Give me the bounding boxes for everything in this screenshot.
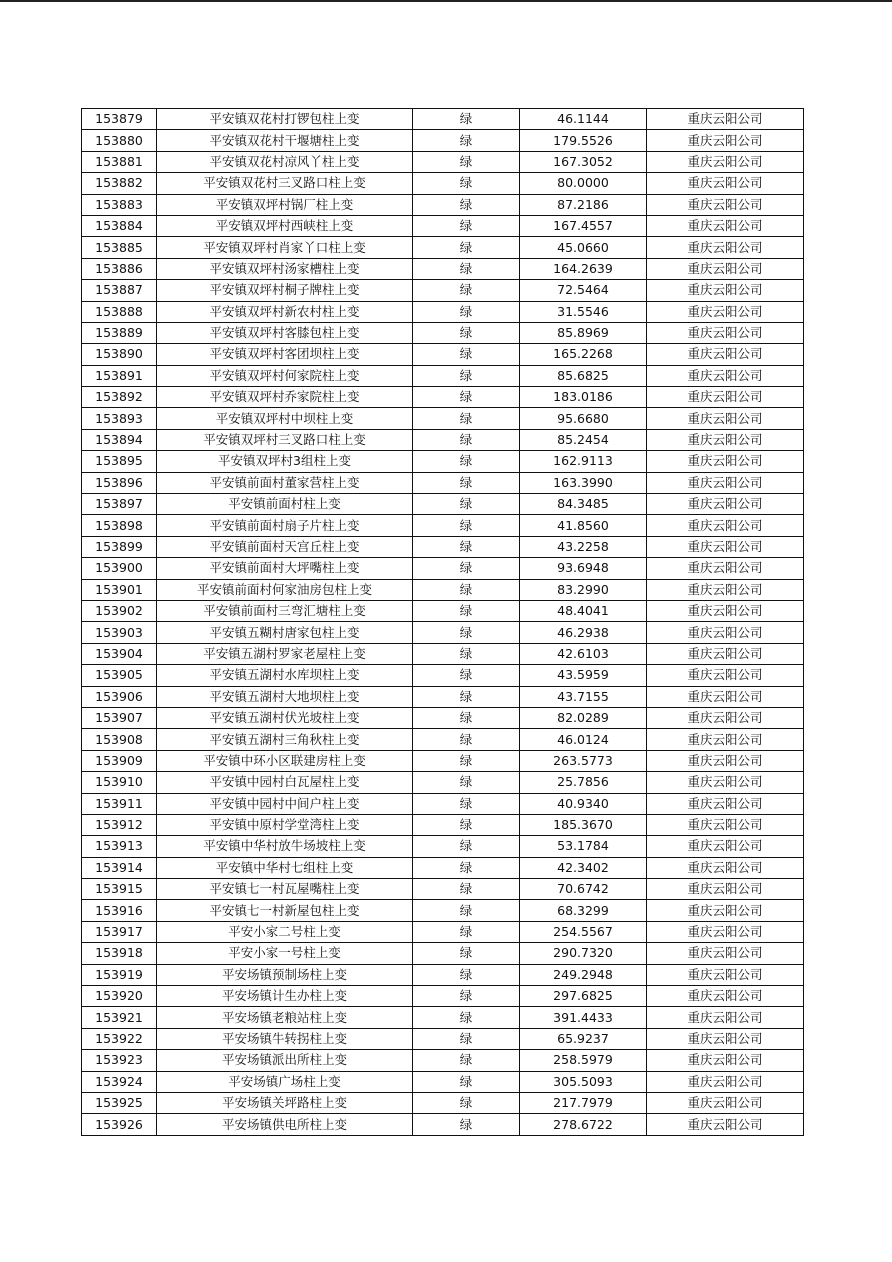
table-row (82, 686, 804, 707)
row-id-cell: 153900 (82, 558, 157, 579)
company-cell: 重庆云阳公司 (647, 643, 804, 664)
status-color-cell: 绿 (413, 215, 520, 236)
capacity-value-cell: 70.6742 (520, 879, 647, 900)
capacity-value-cell: 162.9113 (520, 451, 647, 472)
row-id-cell: 153904 (82, 643, 157, 664)
table-row (82, 237, 804, 258)
status-color-cell: 绿 (413, 1007, 520, 1028)
row-id-cell: 153886 (82, 258, 157, 279)
status-color-cell: 绿 (413, 729, 520, 750)
capacity-value-cell: 25.7856 (520, 772, 647, 793)
company-cell: 重庆云阳公司 (647, 1114, 804, 1135)
table-row (82, 793, 804, 814)
capacity-value-cell: 93.6948 (520, 558, 647, 579)
transformer-name-cell: 平安镇双坪村客团坝柱上变 (157, 344, 413, 365)
status-color-cell: 绿 (413, 494, 520, 515)
table-row (82, 472, 804, 493)
company-cell: 重庆云阳公司 (647, 622, 804, 643)
row-id-cell: 153895 (82, 451, 157, 472)
capacity-value-cell: 391.4433 (520, 1007, 647, 1028)
table-row (82, 387, 804, 408)
table-row (82, 1007, 804, 1028)
table-row (82, 772, 804, 793)
transformer-name-cell: 平安镇五湖村三角秋柱上变 (157, 729, 413, 750)
row-id-cell: 153919 (82, 964, 157, 985)
table-row (82, 836, 804, 857)
table-row (82, 1114, 804, 1135)
status-color-cell: 绿 (413, 365, 520, 386)
transformer-name-cell: 平安场镇牛转拐柱上变 (157, 1028, 413, 1049)
transformer-name-cell: 平安场镇老粮站柱上变 (157, 1007, 413, 1028)
transformer-name-cell: 平安场镇派出所柱上变 (157, 1050, 413, 1071)
status-color-cell: 绿 (413, 900, 520, 921)
transformer-name-cell: 平安场镇广场柱上变 (157, 1071, 413, 1092)
row-id-cell: 153913 (82, 836, 157, 857)
transformer-name-cell: 平安镇双坪村3组柱上变 (157, 451, 413, 472)
transformer-name-cell: 平安小家一号柱上变 (157, 943, 413, 964)
table-row (82, 814, 804, 835)
row-id-cell: 153922 (82, 1028, 157, 1049)
capacity-value-cell: 165.2268 (520, 344, 647, 365)
status-color-cell: 绿 (413, 750, 520, 771)
capacity-value-cell: 95.6680 (520, 408, 647, 429)
company-cell: 重庆云阳公司 (647, 750, 804, 771)
status-color-cell: 绿 (413, 793, 520, 814)
company-cell: 重庆云阳公司 (647, 1007, 804, 1028)
company-cell: 重庆云阳公司 (647, 1028, 804, 1049)
transformer-name-cell: 平安镇五湖村水库坝柱上变 (157, 665, 413, 686)
capacity-value-cell: 40.9340 (520, 793, 647, 814)
transformer-name-cell: 平安镇双坪村中坝柱上变 (157, 408, 413, 429)
row-id-cell: 153880 (82, 130, 157, 151)
transformer-name-cell: 平安镇双坪村西峡柱上变 (157, 215, 413, 236)
table-row (82, 515, 804, 536)
capacity-value-cell: 43.2258 (520, 536, 647, 557)
table-row (82, 151, 804, 172)
row-id-cell: 153907 (82, 707, 157, 728)
company-cell: 重庆云阳公司 (647, 707, 804, 728)
capacity-value-cell: 82.0289 (520, 707, 647, 728)
capacity-value-cell: 46.1144 (520, 109, 647, 130)
transformer-name-cell: 平安镇双花村打锣包柱上变 (157, 109, 413, 130)
company-cell: 重庆云阳公司 (647, 429, 804, 450)
status-color-cell: 绿 (413, 1071, 520, 1092)
status-color-cell: 绿 (413, 1092, 520, 1113)
capacity-value-cell: 83.2990 (520, 579, 647, 600)
capacity-value-cell: 167.4557 (520, 215, 647, 236)
transformer-name-cell: 平安镇双坪村三叉路口柱上变 (157, 429, 413, 450)
transformer-name-cell: 平安镇七一村瓦屋嘴柱上变 (157, 879, 413, 900)
row-id-cell: 153879 (82, 109, 157, 130)
company-cell: 重庆云阳公司 (647, 558, 804, 579)
company-cell: 重庆云阳公司 (647, 344, 804, 365)
transformer-name-cell: 平安镇双坪村汤家槽柱上变 (157, 258, 413, 279)
company-cell: 重庆云阳公司 (647, 900, 804, 921)
status-color-cell: 绿 (413, 344, 520, 365)
company-cell: 重庆云阳公司 (647, 793, 804, 814)
transformer-name-cell: 平安镇双坪村何家院柱上变 (157, 365, 413, 386)
status-color-cell: 绿 (413, 600, 520, 621)
table-row (82, 964, 804, 985)
transformer-name-cell: 平安镇七一村新屋包柱上变 (157, 900, 413, 921)
capacity-value-cell: 85.8969 (520, 322, 647, 343)
status-color-cell: 绿 (413, 237, 520, 258)
status-color-cell: 绿 (413, 836, 520, 857)
transformer-name-cell: 平安镇双坪村桐子牌柱上变 (157, 280, 413, 301)
table-row (82, 109, 804, 130)
company-cell: 重庆云阳公司 (647, 301, 804, 322)
company-cell: 重庆云阳公司 (647, 964, 804, 985)
status-color-cell: 绿 (413, 451, 520, 472)
company-cell: 重庆云阳公司 (647, 772, 804, 793)
row-id-cell: 153891 (82, 365, 157, 386)
capacity-value-cell: 164.2639 (520, 258, 647, 279)
company-cell: 重庆云阳公司 (647, 1071, 804, 1092)
row-id-cell: 153920 (82, 986, 157, 1007)
transformer-table (81, 108, 804, 1136)
row-id-cell: 153898 (82, 515, 157, 536)
transformer-name-cell: 平安镇五湖村罗家老屋柱上变 (157, 643, 413, 664)
row-id-cell: 153912 (82, 814, 157, 835)
company-cell: 重庆云阳公司 (647, 986, 804, 1007)
table-row (82, 1050, 804, 1071)
table-row (82, 408, 804, 429)
transformer-name-cell: 平安镇五糊村唐家包柱上变 (157, 622, 413, 643)
row-id-cell: 153925 (82, 1092, 157, 1113)
row-id-cell: 153882 (82, 173, 157, 194)
row-id-cell: 153921 (82, 1007, 157, 1028)
table-row (82, 986, 804, 1007)
company-cell: 重庆云阳公司 (647, 215, 804, 236)
row-id-cell: 153897 (82, 494, 157, 515)
row-id-cell: 153887 (82, 280, 157, 301)
transformer-name-cell: 平安镇前面村董家营柱上变 (157, 472, 413, 493)
transformer-name-cell: 平安镇五湖村伏光坡柱上变 (157, 707, 413, 728)
table-row (82, 600, 804, 621)
table-row (82, 558, 804, 579)
capacity-value-cell: 41.8560 (520, 515, 647, 536)
company-cell: 重庆云阳公司 (647, 258, 804, 279)
row-id-cell: 153881 (82, 151, 157, 172)
capacity-value-cell: 85.6825 (520, 365, 647, 386)
status-color-cell: 绿 (413, 151, 520, 172)
table-row (82, 194, 804, 215)
transformer-name-cell: 平安镇双坪村肖家丫口柱上变 (157, 237, 413, 258)
transformer-name-cell: 平安场镇关坪路柱上变 (157, 1092, 413, 1113)
company-cell: 重庆云阳公司 (647, 665, 804, 686)
row-id-cell: 153908 (82, 729, 157, 750)
table-row (82, 280, 804, 301)
capacity-value-cell: 167.3052 (520, 151, 647, 172)
transformer-name-cell: 平安场镇供电所柱上变 (157, 1114, 413, 1135)
table-row (82, 729, 804, 750)
capacity-value-cell: 80.0000 (520, 173, 647, 194)
status-color-cell: 绿 (413, 622, 520, 643)
table-row (82, 579, 804, 600)
transformer-name-cell: 平安镇前面村天宫丘柱上变 (157, 536, 413, 557)
row-id-cell: 153901 (82, 579, 157, 600)
table-row (82, 215, 804, 236)
company-cell: 重庆云阳公司 (647, 879, 804, 900)
table-row (82, 943, 804, 964)
table-row (82, 536, 804, 557)
table-row (82, 1028, 804, 1049)
company-cell: 重庆云阳公司 (647, 151, 804, 172)
status-color-cell: 绿 (413, 986, 520, 1007)
row-id-cell: 153906 (82, 686, 157, 707)
row-id-cell: 153926 (82, 1114, 157, 1135)
transformer-name-cell: 平安镇中华村放牛场坡柱上变 (157, 836, 413, 857)
capacity-value-cell: 305.5093 (520, 1071, 647, 1092)
transformer-name-cell: 平安场镇预制场柱上变 (157, 964, 413, 985)
status-color-cell: 绿 (413, 558, 520, 579)
status-color-cell: 绿 (413, 814, 520, 835)
transformer-name-cell: 平安镇双坪村客膝包柱上变 (157, 322, 413, 343)
capacity-value-cell: 31.5546 (520, 301, 647, 322)
transformer-name-cell: 平安镇五湖村大地坝柱上变 (157, 686, 413, 707)
company-cell: 重庆云阳公司 (647, 280, 804, 301)
transformer-name-cell: 平安镇前面村大坪嘴柱上变 (157, 558, 413, 579)
row-id-cell: 153902 (82, 600, 157, 621)
capacity-value-cell: 43.5959 (520, 665, 647, 686)
table-row (82, 665, 804, 686)
capacity-value-cell: 163.3990 (520, 472, 647, 493)
company-cell: 重庆云阳公司 (647, 322, 804, 343)
transformer-name-cell: 平安镇双坪村乔家院柱上变 (157, 387, 413, 408)
status-color-cell: 绿 (413, 579, 520, 600)
status-color-cell: 绿 (413, 258, 520, 279)
transformer-name-cell: 平安镇中华村七组柱上变 (157, 857, 413, 878)
company-cell: 重庆云阳公司 (647, 472, 804, 493)
transformer-name-cell: 平安镇中园村中间户柱上变 (157, 793, 413, 814)
table-row (82, 365, 804, 386)
status-color-cell: 绿 (413, 707, 520, 728)
transformer-name-cell: 平安镇中环小区联建房柱上变 (157, 750, 413, 771)
company-cell: 重庆云阳公司 (647, 494, 804, 515)
status-color-cell: 绿 (413, 772, 520, 793)
status-color-cell: 绿 (413, 194, 520, 215)
capacity-value-cell: 53.1784 (520, 836, 647, 857)
row-id-cell: 153910 (82, 772, 157, 793)
row-id-cell: 153924 (82, 1071, 157, 1092)
row-id-cell: 153884 (82, 215, 157, 236)
company-cell: 重庆云阳公司 (647, 130, 804, 151)
capacity-value-cell: 290.7320 (520, 943, 647, 964)
status-color-cell: 绿 (413, 943, 520, 964)
company-cell: 重庆云阳公司 (647, 536, 804, 557)
row-id-cell: 153893 (82, 408, 157, 429)
company-cell: 重庆云阳公司 (647, 387, 804, 408)
company-cell: 重庆云阳公司 (647, 194, 804, 215)
status-color-cell: 绿 (413, 686, 520, 707)
status-color-cell: 绿 (413, 1050, 520, 1071)
status-color-cell: 绿 (413, 109, 520, 130)
row-id-cell: 153885 (82, 237, 157, 258)
status-color-cell: 绿 (413, 429, 520, 450)
transformer-name-cell: 平安镇前面村柱上变 (157, 494, 413, 515)
status-color-cell: 绿 (413, 879, 520, 900)
transformer-name-cell: 平安镇双花村干堰塘柱上变 (157, 130, 413, 151)
capacity-value-cell: 72.5464 (520, 280, 647, 301)
company-cell: 重庆云阳公司 (647, 1092, 804, 1113)
row-id-cell: 153911 (82, 793, 157, 814)
row-id-cell: 153883 (82, 194, 157, 215)
company-cell: 重庆云阳公司 (647, 686, 804, 707)
company-cell: 重庆云阳公司 (647, 943, 804, 964)
table-row (82, 879, 804, 900)
status-color-cell: 绿 (413, 408, 520, 429)
transformer-name-cell: 平安镇前面村扇子片柱上变 (157, 515, 413, 536)
company-cell: 重庆云阳公司 (647, 109, 804, 130)
capacity-value-cell: 48.4041 (520, 600, 647, 621)
row-id-cell: 153889 (82, 322, 157, 343)
row-id-cell: 153914 (82, 857, 157, 878)
status-color-cell: 绿 (413, 643, 520, 664)
transformer-name-cell: 平安场镇计生办柱上变 (157, 986, 413, 1007)
table-row (82, 750, 804, 771)
row-id-cell: 153892 (82, 387, 157, 408)
transformer-name-cell: 平安镇中园村白瓦屋柱上变 (157, 772, 413, 793)
transformer-name-cell: 平安镇前面村三弯汇塘柱上变 (157, 600, 413, 621)
table-row (82, 258, 804, 279)
table-row (82, 322, 804, 343)
capacity-value-cell: 42.6103 (520, 643, 647, 664)
capacity-value-cell: 42.3402 (520, 857, 647, 878)
table-row (82, 301, 804, 322)
capacity-value-cell: 46.2938 (520, 622, 647, 643)
capacity-value-cell: 179.5526 (520, 130, 647, 151)
status-color-cell: 绿 (413, 665, 520, 686)
capacity-value-cell: 45.0660 (520, 237, 647, 258)
table-row (82, 130, 804, 151)
status-color-cell: 绿 (413, 130, 520, 151)
table-row (82, 1071, 804, 1092)
status-color-cell: 绿 (413, 536, 520, 557)
transformer-name-cell: 平安镇双花村三叉路口柱上变 (157, 173, 413, 194)
status-color-cell: 绿 (413, 964, 520, 985)
capacity-value-cell: 65.9237 (520, 1028, 647, 1049)
transformer-name-cell: 平安镇双花村凉风丫柱上变 (157, 151, 413, 172)
capacity-value-cell: 258.5979 (520, 1050, 647, 1071)
company-cell: 重庆云阳公司 (647, 814, 804, 835)
capacity-value-cell: 85.2454 (520, 429, 647, 450)
table-row (82, 429, 804, 450)
company-cell: 重庆云阳公司 (647, 237, 804, 258)
company-cell: 重庆云阳公司 (647, 579, 804, 600)
row-id-cell: 153888 (82, 301, 157, 322)
status-color-cell: 绿 (413, 1114, 520, 1135)
company-cell: 重庆云阳公司 (647, 451, 804, 472)
row-id-cell: 153915 (82, 879, 157, 900)
status-color-cell: 绿 (413, 921, 520, 942)
transformer-name-cell: 平安镇双坪村新农村柱上变 (157, 301, 413, 322)
capacity-value-cell: 297.6825 (520, 986, 647, 1007)
row-id-cell: 153905 (82, 665, 157, 686)
table-row (82, 622, 804, 643)
table-row (82, 921, 804, 942)
company-cell: 重庆云阳公司 (647, 173, 804, 194)
capacity-value-cell: 278.6722 (520, 1114, 647, 1135)
table-row (82, 494, 804, 515)
status-color-cell: 绿 (413, 1028, 520, 1049)
capacity-value-cell: 84.3485 (520, 494, 647, 515)
table-row (82, 707, 804, 728)
transformer-name-cell: 平安镇前面村何家油房包柱上变 (157, 579, 413, 600)
company-cell: 重庆云阳公司 (647, 836, 804, 857)
capacity-value-cell: 254.5567 (520, 921, 647, 942)
table-row (82, 451, 804, 472)
row-id-cell: 153916 (82, 900, 157, 921)
row-id-cell: 153918 (82, 943, 157, 964)
row-id-cell: 153896 (82, 472, 157, 493)
transformer-name-cell: 平安镇中原村学堂湾柱上变 (157, 814, 413, 835)
company-cell: 重庆云阳公司 (647, 600, 804, 621)
table-row (82, 643, 804, 664)
table-row (82, 344, 804, 365)
capacity-value-cell: 249.2948 (520, 964, 647, 985)
page-top-border (0, 0, 892, 2)
row-id-cell: 153899 (82, 536, 157, 557)
capacity-value-cell: 263.5773 (520, 750, 647, 771)
table-row (82, 900, 804, 921)
company-cell: 重庆云阳公司 (647, 408, 804, 429)
status-color-cell: 绿 (413, 472, 520, 493)
table-body (82, 109, 804, 1136)
transformer-name-cell: 平安小家二号柱上变 (157, 921, 413, 942)
capacity-value-cell: 217.7979 (520, 1092, 647, 1113)
company-cell: 重庆云阳公司 (647, 515, 804, 536)
company-cell: 重庆云阳公司 (647, 1050, 804, 1071)
company-cell: 重庆云阳公司 (647, 921, 804, 942)
status-color-cell: 绿 (413, 301, 520, 322)
status-color-cell: 绿 (413, 857, 520, 878)
status-color-cell: 绿 (413, 387, 520, 408)
status-color-cell: 绿 (413, 322, 520, 343)
row-id-cell: 153903 (82, 622, 157, 643)
table-row (82, 173, 804, 194)
capacity-value-cell: 46.0124 (520, 729, 647, 750)
capacity-value-cell: 87.2186 (520, 194, 647, 215)
row-id-cell: 153894 (82, 429, 157, 450)
table-row (82, 1092, 804, 1113)
row-id-cell: 153890 (82, 344, 157, 365)
company-cell: 重庆云阳公司 (647, 729, 804, 750)
status-color-cell: 绿 (413, 173, 520, 194)
capacity-value-cell: 185.3670 (520, 814, 647, 835)
table-row (82, 857, 804, 878)
capacity-value-cell: 68.3299 (520, 900, 647, 921)
row-id-cell: 153909 (82, 750, 157, 771)
transformer-name-cell: 平安镇双坪村锅厂柱上变 (157, 194, 413, 215)
row-id-cell: 153923 (82, 1050, 157, 1071)
status-color-cell: 绿 (413, 515, 520, 536)
capacity-value-cell: 43.7155 (520, 686, 647, 707)
company-cell: 重庆云阳公司 (647, 857, 804, 878)
company-cell: 重庆云阳公司 (647, 365, 804, 386)
capacity-value-cell: 183.0186 (520, 387, 647, 408)
row-id-cell: 153917 (82, 921, 157, 942)
status-color-cell: 绿 (413, 280, 520, 301)
